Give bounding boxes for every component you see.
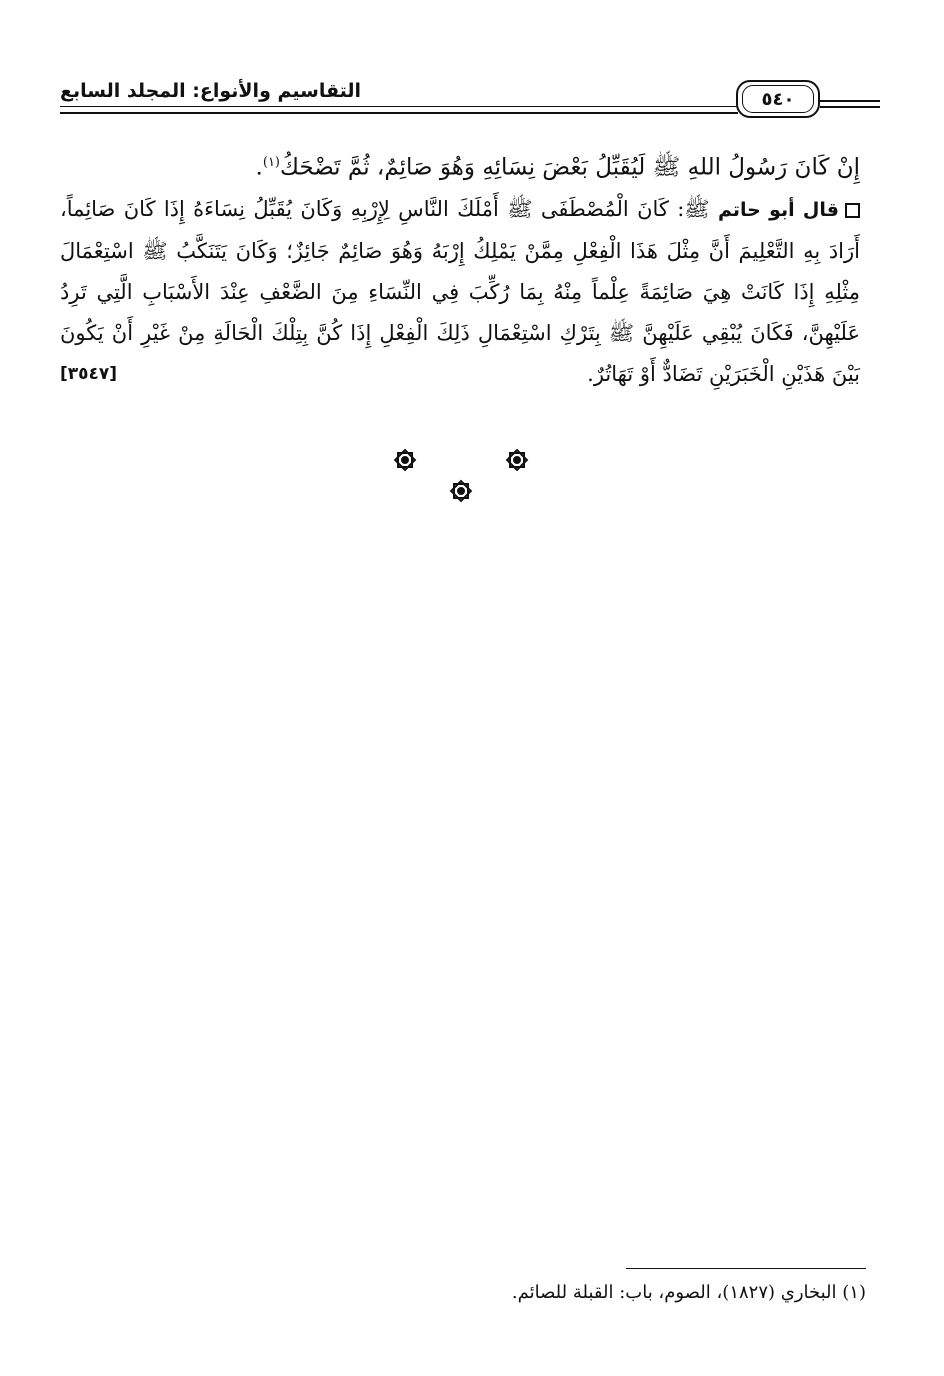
header-rule (60, 106, 738, 107)
page-number-frame (736, 80, 820, 118)
page-number: ٥٤٠ (742, 85, 814, 113)
page-header (60, 78, 880, 118)
header-rule (820, 100, 880, 102)
star-ornament-icon (504, 447, 530, 473)
square-bullet-icon (845, 203, 860, 218)
star-ornament-icon (392, 447, 418, 473)
header-rule (60, 112, 738, 114)
commentary-text: : كَانَ الْمُصْطَفَى ﷺ أَمْلَكَ النَّاسِ لِإِرْبِهِ وَكَانَ يُقَبِّلُ نِسَاءَهُ إِذَا كَانَ صَائِماً، أَرَادَ بِهِ التَّعْلِيمَ أَنَّ مِثْلَ هَذَا الْفِعْلِ مِمَّنْ يَمْلِكُ إِرْبَهُ وَهُوَ صَائِمٌ جَائِزٌ؛ وَكَانَ يَتَنَكَّبُ ﷺ اسْتِعْمَالَ مِثْلِهِ إِذَا كَانَتْ هِيَ صَائِمَةً عِلْماً مِنْهُ بِمَا رُكِّبَ فِي النِّسَاءِ مِنَ الضَّعْفِ عِنْدَ الأَسْبَابِ الَّتِي تَرِدُ عَلَيْهِنَّ، فَكَانَ يُبْقِي عَلَيْهِنَّ ﷺ بِتَرْكِ اسْتِعْمَالِ ذَلِكَ الْفِعْلِ إِذَا كُنَّ بِتِلْكَ الْحَالَةِ مِنْ غَيْرِ أَنْ يَكُونَ بَيْنَ هَذَيْنِ الْخَبَرَيْنِ تَضَادٌّ أَوْ تَهَاتُرٌ. (60, 196, 860, 386)
footnote-marker: (١) (262, 155, 280, 170)
commentary-paragraph (60, 189, 860, 395)
main-text (60, 142, 860, 395)
hadith-paragraph (60, 142, 860, 189)
hadith-end: . (255, 154, 263, 181)
hadith-reference-number: [٣٥٤٧] (60, 363, 118, 384)
footnote: (١) البخاري (١٨٢٧)، الصوم، باب: القبلة للصائم. (511, 1282, 866, 1303)
star-ornament-icon (448, 478, 474, 504)
header-rule (820, 106, 880, 108)
footnote-rule (626, 1268, 866, 1269)
running-title: التقاسيم والأنواع: المجلد السابع (60, 80, 362, 102)
hadith-text: إِنْ كَانَ رَسُولُ اللهِ ﷺ لَيُقَبِّلُ بَعْضَ نِسَائِهِ وَهُوَ صَائِمٌ، ثُمَّ تَضْحَكُ (280, 154, 860, 181)
honorific: ﷺ (684, 196, 710, 221)
commentary-lead: قال أبو حاتم (718, 198, 839, 221)
